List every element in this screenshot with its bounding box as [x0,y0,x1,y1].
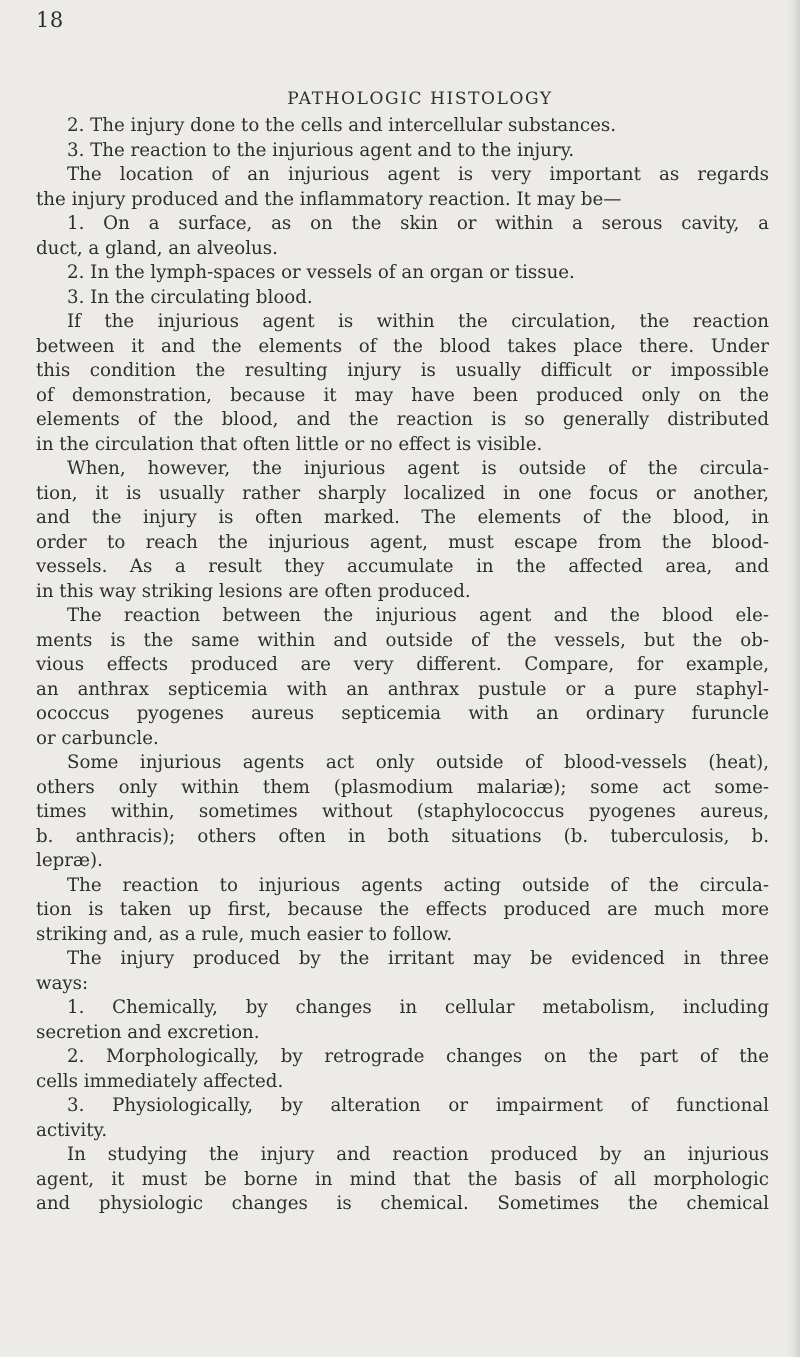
text-line: and the injury is often marked. The elements of the blood, in [36,507,769,528]
text-line: elements of the blood, and the reaction is so generally distributed [36,409,769,430]
text-line: 2. Morphologically, by retrograde changes on the part of the [67,1046,769,1067]
text-line: ways: [36,972,89,994]
text-line: of demonstration, because it may have been produced only on the [36,384,769,406]
text-line: an anthrax septicemia with an anthrax pustule or a pure staphyl- [36,678,769,700]
text-line: b. anthracis); others often in both situations (b. tuberculosis, b. [36,825,769,847]
text-line: The injury produced by the irritant may be evidenced in three [67,948,769,969]
page-number: 18 [36,8,64,32]
page-edge-shadow [786,0,800,1357]
text-line: cells immediately affected. [36,1070,284,1092]
text-line: The location of an injurious agent is very important as regards [67,164,769,185]
text-line: 3. Physiologically, by alteration or impairment of functional [67,1095,769,1116]
text-line: this condition the resulting injury is usually difficult or impossible [36,360,769,381]
text-line: The reaction between the injurious agent and the blood ele- [67,605,769,626]
text-line: secretion and excretion. [36,1021,260,1043]
text-line: If the injurious agent is within the circulation, the reaction [67,311,769,332]
text-line: 2. The injury done to the cells and intercellular substances. [67,115,616,136]
text-line: 3. In the circulating blood. [67,286,313,308]
text-line: the injury produced and the inflammatory reaction. It may be— [36,188,622,210]
text-line: vessels. As a result they accumulate in the affected area, and [36,556,769,577]
text-line: The reaction to injurious agents acting outside of the circula- [67,874,769,896]
text-line: and physiologic changes is chemical. Sometimes the chemical [36,1193,769,1214]
text-line: lepræ). [36,850,103,871]
text-line: Some injurious agents act only outside of blood-vessels (heat), [67,752,769,773]
text-line: order to reach the injurious agent, must escape from the blood- [36,531,769,553]
text-line: 3. The reaction to the injurious agent and to the injury. [67,139,575,161]
text-line: In studying the injury and reaction produced by an injurious [67,1144,769,1165]
text-line: vious effects produced are very different. Compare, for example, [36,654,769,675]
text-line: 2. In the lymph-spaces or vessels of an organ or tissue. [67,262,575,283]
text-line: striking and, as a rule, much easier to follow. [36,923,453,945]
text-line: duct, a gland, an alveolus. [36,237,278,259]
text-line: 1. Chemically, by changes in cellular metabolism, including [67,997,769,1018]
text-line: between it and the elements of the blood takes place there. Under [36,335,769,357]
text-line: others only within them (plasmodium malariæ); some act some- [36,776,769,798]
text-line: times within, sometimes without (staphylococcus pyogenes aureus, [36,801,769,822]
text-line: 1. On a surface, as on the skin or within a serous cavity, a [67,213,769,234]
text-line: tion, it is usually rather sharply localized in one focus or another, [36,482,769,504]
text-line: or carbuncle. [36,727,159,749]
text-line: in the circulation that often little or no effect is visible. [36,433,543,455]
text-line: ments is the same within and outside of the vessels, but the ob- [36,629,769,651]
text-line: ococcus pyogenes aureus septicemia with an ordinary furuncle [36,703,769,724]
text-line: activity. [36,1119,108,1141]
text-line: tion is taken up first, because the effects produced are much more [36,899,769,920]
running-head: PATHOLOGIC HISTOLOGY [287,89,553,109]
text-line: agent, it must be borne in mind that the basis of all morphologic [36,1168,769,1190]
text-line: in this way striking lesions are often produced. [36,580,471,602]
text-line: When, however, the injurious agent is outside of the circula- [67,458,769,479]
body-text [36,114,769,1217]
